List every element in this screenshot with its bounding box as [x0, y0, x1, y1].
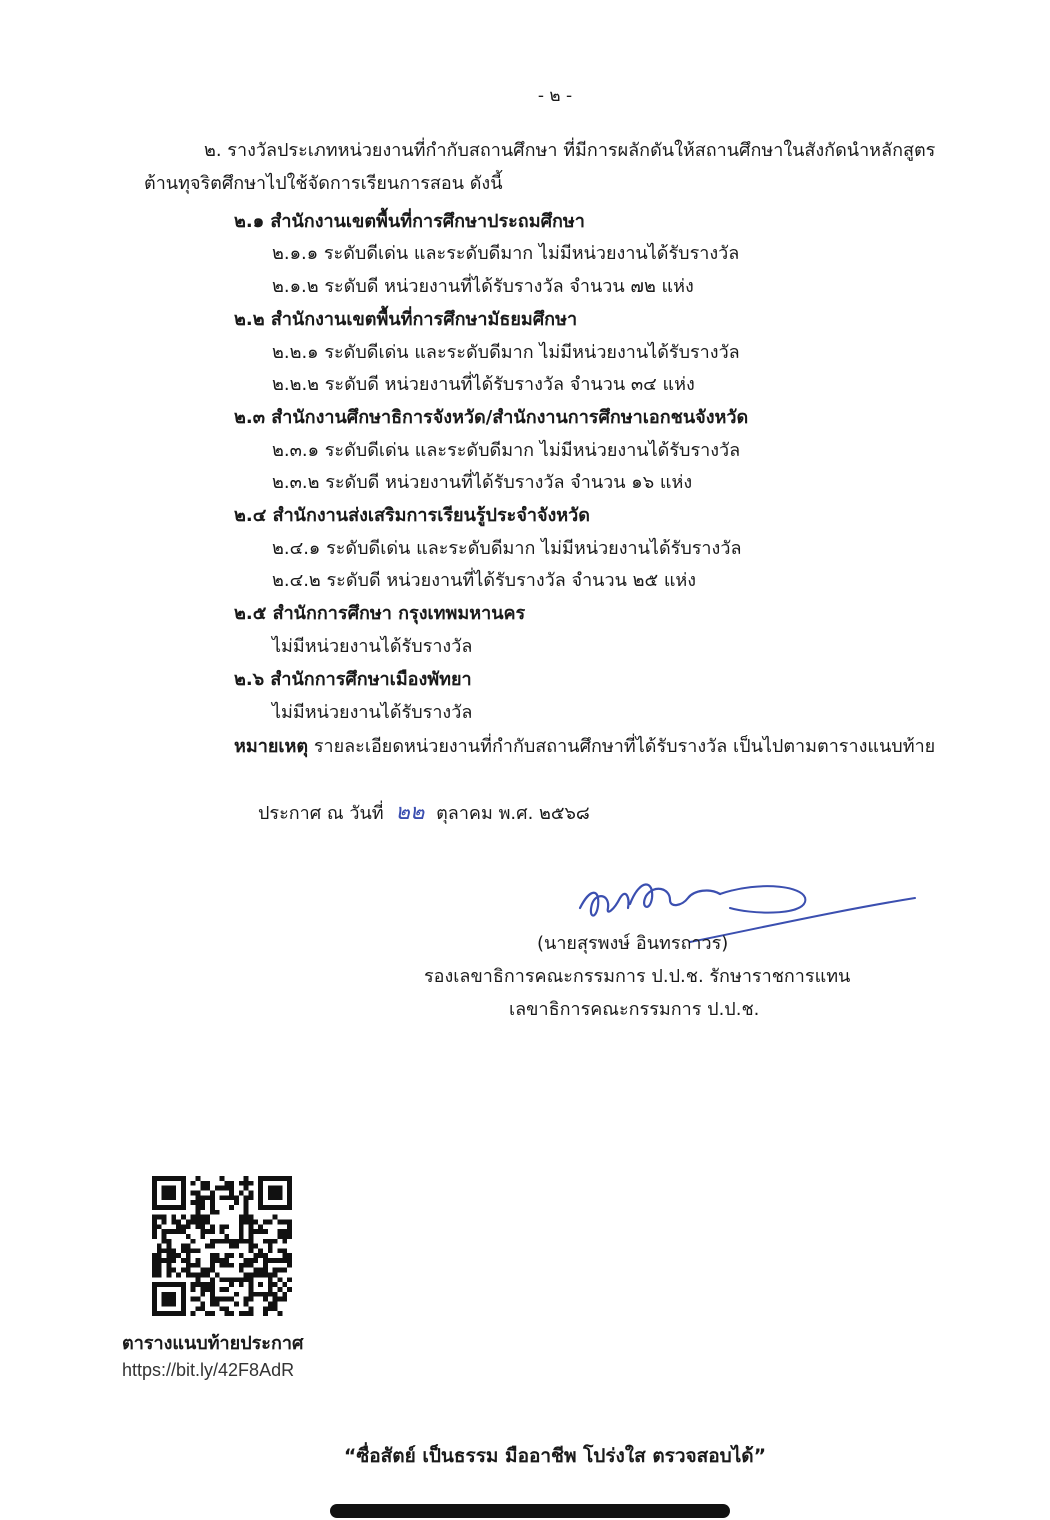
section-item: ๒.๑.๒ ระดับดี หน่วยงานที่ได้รับรางวัล จำนวน ๗๒ แห่ง: [272, 276, 694, 297]
section-item: ๒.๓.๒ ระดับดี หน่วยงานที่ได้รับรางวัล จำนวน ๑๖ แห่ง: [272, 472, 693, 493]
section-title: ๒.๔ สำนักงานส่งเสริมการเรียนรู้ประจำจังหวัด: [234, 505, 590, 526]
note-text: รายละเอียดหน่วยงานที่กำกับสถานศึกษาที่ได้รับรางวัล เป็นไปตามตารางแนบท้าย: [313, 736, 936, 757]
section-title: ๒.๕ สำนักการศึกษา กรุงเทพมหานคร: [234, 603, 526, 624]
qr-url-link[interactable]: https://bit.ly/42F8AdR: [122, 1360, 295, 1380]
note: [234, 735, 935, 759]
section-title: ๒.๒ สำนักงานเขตพื้นที่การศึกษามัธยมศึกษา: [234, 309, 578, 330]
section-item: ๒.๑.๑ ระดับดีเด่น และระดับดีมาก ไม่มีหน่วยงานได้รับรางวัล: [272, 243, 740, 264]
note-label: หมายเหตุ: [234, 736, 309, 757]
announcement-day: ๒๒: [395, 800, 425, 825]
announcement-date: [258, 801, 590, 826]
section-title: ๒.๑ สำนักงานเขตพื้นที่การศึกษาประถมศึกษา: [234, 211, 585, 232]
announcement-suffix: ตุลาคม พ.ศ. ๒๕๖๘: [436, 803, 590, 824]
section-item: ๒.๓.๑ ระดับดีเด่น และระดับดีมาก ไม่มีหน่วยงานได้รับรางวัล: [272, 440, 741, 461]
home-indicator[interactable]: [330, 1504, 730, 1518]
section-title: ๒.๖ สำนักการศึกษาเมืองพัทยา: [234, 669, 472, 690]
motto: “ซื่อสัตย์ เป็นธรรม มืออาชีพ โปร่งใส ตรวจสอบได้”: [343, 1445, 767, 1467]
announcement-prefix: ประกาศ ณ วันที่: [258, 803, 384, 824]
section-item: ๒.๒.๒ ระดับดี หน่วยงานที่ได้รับรางวัล จำนวน ๓๔ แห่ง: [272, 374, 695, 395]
heading-line-2: ต้านทุจริตศึกษาไปใช้จัดการเรียนการสอน ดังนี้: [144, 173, 503, 194]
section-title: ๒.๓ สำนักงานศึกษาธิการจังหวัด/สำนักงานการศึกษาเอกชนจังหวัด: [234, 407, 749, 428]
section-item: ๒.๒.๑ ระดับดีเด่น และระดับดีมาก ไม่มีหน่วยงานได้รับรางวัล: [272, 342, 740, 363]
section-item: ๒.๔.๒ ระดับดี หน่วยงานที่ได้รับรางวัล จำนวน ๒๕ แห่ง: [272, 570, 697, 591]
qr-label: ตารางแนบท้ายประกาศ: [122, 1333, 304, 1354]
heading-line-1: ๒. รางวัลประเภทหน่วยงานที่กำกับสถานศึกษา ที่มีการผลักดันให้สถานศึกษาในสังกัดนำหลักสูตร: [204, 140, 936, 161]
signatory-position-1: รองเลขาธิการคณะกรรมการ ป.ป.ช. รักษาราชการแทน: [424, 966, 851, 987]
page-number: - ๒ -: [537, 86, 573, 106]
section-item: ไม่มีหน่วยงานได้รับรางวัล: [272, 636, 473, 657]
qr-code[interactable]: [152, 1176, 292, 1316]
section-item: ๒.๔.๑ ระดับดีเด่น และระดับดีมาก ไม่มีหน่วยงานได้รับรางวัล: [272, 538, 742, 559]
signatory-name: (นายสุรพงษ์ อินทรถาวร): [537, 933, 729, 954]
section-item: ไม่มีหน่วยงานได้รับรางวัล: [272, 702, 473, 723]
signatory-position-2: เลขาธิการคณะกรรมการ ป.ป.ช.: [509, 999, 760, 1020]
